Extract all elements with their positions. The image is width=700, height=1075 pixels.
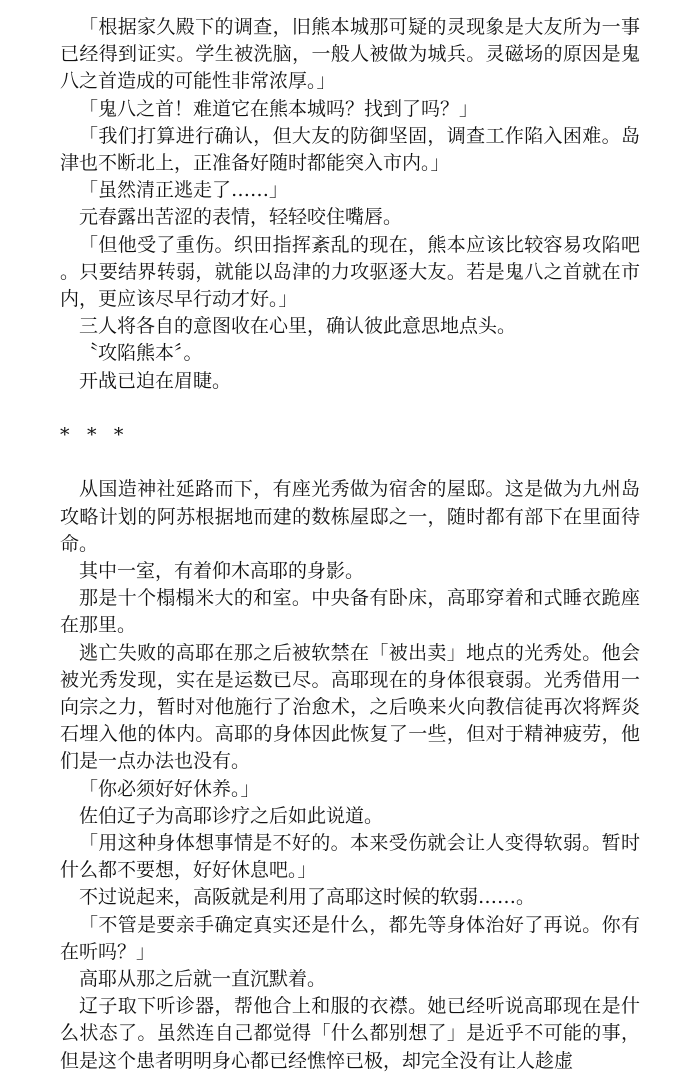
paragraph: 「但他受了重伤。织田指挥紊乱的现在，熊本应该比较容易攻陷吧。只要结界转弱，就能以岛津的力攻驱逐大友。若是鬼八之首就在市内，更应该尽早行动才好。」	[60, 233, 640, 311]
paragraph: 不过说起来，高阪就是利用了高耶这时候的软弱……。	[79, 886, 536, 909]
paragraph: 「鬼八之首！难道它在熊本城吗？找到了吗？」	[79, 97, 479, 120]
paragraph: 辽子取下听诊器，帮他合上和服的衣襟。她已经听说高耶现在是什么状态了。虽然连自己都觉得「什么都别想了」是近乎不可能的事，但是这个患者明明身心都已经憔悴已极，却完全没有让人趁虚	[60, 995, 640, 1072]
paragraph: 其中一室，有着仰木高耶的身影。	[79, 560, 365, 583]
section-dialogue	[60, 14, 640, 395]
paragraph: 「虽然清正逃走了……」	[79, 179, 289, 202]
paragraph: 逃亡失败的高耶在那之后被软禁在「被出卖」地点的光秀处。他会被光秀发现，实在是运数已尽。高耶现在的身体很衰弱。光秀借用一向宗之力，暂时对他施行了治愈术，之后唤来火向教信徒再次将辉炎石埋入他的体内。高耶的身体因此恢复了一些，但对于精神疲劳，他们是一点办法也没有。	[60, 641, 640, 773]
paragraph: 高耶从那之后就一直沉默着。	[79, 968, 327, 991]
paragraph: 元春露出苦涩的表情，轻轻咬住嘴唇。	[79, 206, 403, 229]
scene-separator: * * *	[60, 424, 130, 447]
paragraph: 从国造神社延路而下，有座光秀做为宿舍的屋邸。这是做为九州岛攻略计划的阿苏根据地而建的数栋屋邸之一，随时都有部下在里面待命。	[60, 478, 640, 555]
section-narrative	[60, 476, 640, 1074]
paragraph: 「用这种身体想事情是不好的。本来受伤就会让人变得软弱。暂时什么都不要想，好好休息吧。」	[60, 832, 640, 882]
blank-line	[60, 449, 640, 476]
paragraph: 那是十个榻榻米大的和室。中央备有卧床，高耶穿着和式睡衣跪座在那里。	[60, 587, 640, 637]
paragraph: 「你必须好好休养。」	[79, 777, 260, 800]
paragraph: 「我们打算进行确认，但大友的防御坚固，调查工作陷入困难。岛津也不断北上，正准备好随时都能突入市内。」	[60, 124, 640, 175]
paragraph: 「根据家久殿下的调查，旧熊本城那可疑的灵现象是大友所为一事已经得到证实。学生被洗脑，一般人被做为城兵。灵磁场的原因是鬼八之首造成的可能性非常浓厚。」	[60, 16, 640, 93]
paragraph: 〝攻陷熊本〞。	[79, 342, 203, 365]
paragraph: 佐伯辽子为高耶诊疗之后如此说道。	[79, 804, 384, 827]
blank-line	[60, 395, 640, 422]
paragraph: 三人将各自的意图收在心里，确认彼此意思地点头。	[79, 315, 517, 338]
paragraph: 「不管是要亲手确定真实还是什么，都先等身体治好了再说。你有在听吗？」	[60, 913, 640, 963]
paragraph: 开战已迫在眉睫。	[79, 369, 232, 392]
